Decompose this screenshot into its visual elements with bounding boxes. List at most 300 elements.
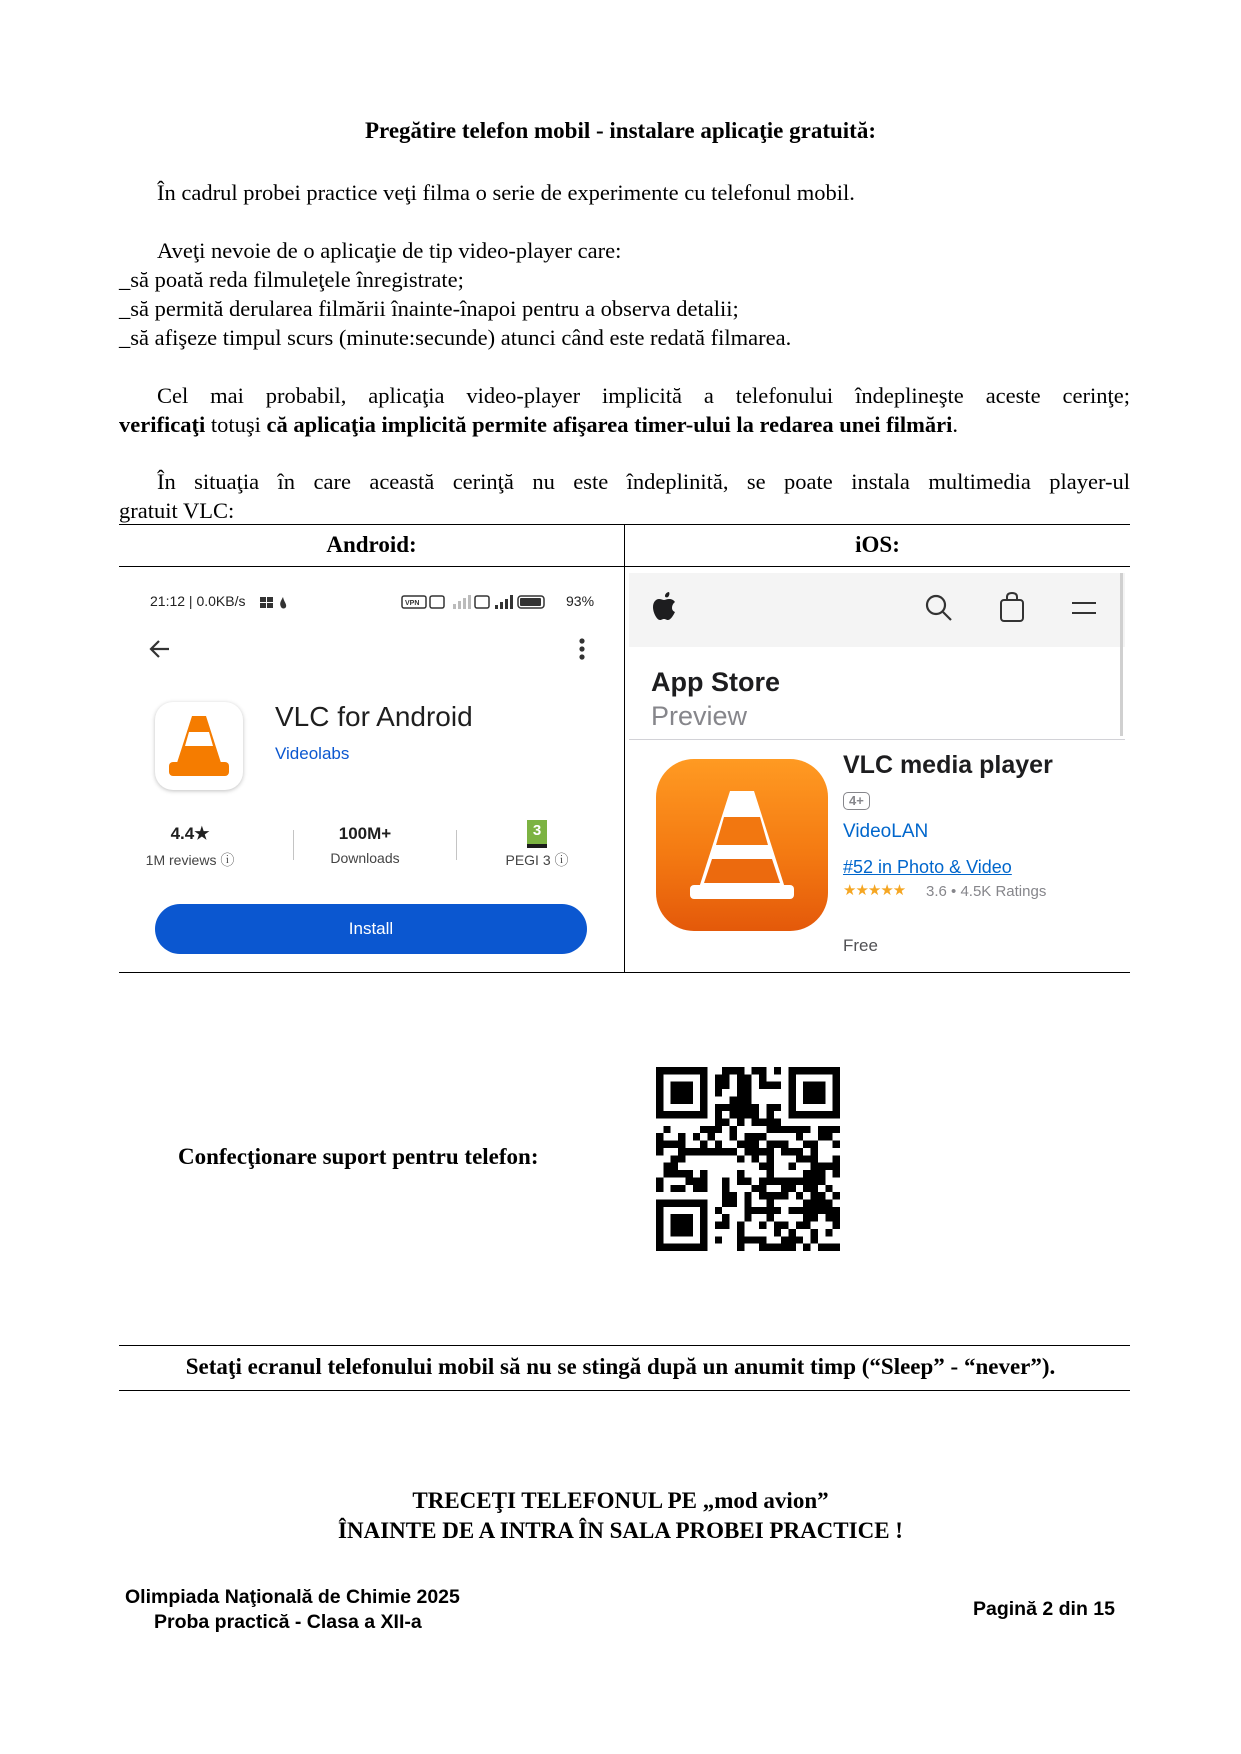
qr-module — [656, 1177, 663, 1184]
qr-module — [818, 1133, 825, 1140]
qr-module — [833, 1126, 840, 1133]
qr-module — [811, 1111, 818, 1118]
qr-module — [818, 1089, 825, 1096]
airplane-notice-line1: TRECEŢI TELEFONUL PE „mod avion” — [412, 1488, 829, 1513]
page-heading: Pregătire telefon mobil - instalare aplicaţie gratuită: — [365, 118, 876, 143]
qr-module — [663, 1199, 670, 1206]
qr-module — [744, 1082, 751, 1089]
qr-module — [825, 1126, 832, 1133]
qr-module — [766, 1163, 773, 1170]
qr-module — [744, 1133, 751, 1140]
qr-module — [796, 1155, 803, 1162]
qr-module — [744, 1207, 751, 1214]
qr-module — [700, 1199, 707, 1206]
qr-module — [788, 1236, 795, 1243]
bag-icon[interactable] — [998, 591, 1026, 628]
qr-module — [678, 1199, 685, 1206]
qr-module — [759, 1148, 766, 1155]
qr-module — [737, 1141, 744, 1148]
qr-module — [656, 1244, 663, 1251]
qr-module — [700, 1104, 707, 1111]
qr-module — [825, 1111, 832, 1118]
qr-module — [803, 1111, 810, 1118]
airplane-notice-line2: ÎNAINTE DE A INTRA ÎN SALA PROBEI PRACTICE ! — [338, 1518, 903, 1543]
qr-module — [700, 1148, 707, 1155]
qr-module — [788, 1089, 795, 1096]
qr-module — [818, 1126, 825, 1133]
qr-module — [766, 1177, 773, 1184]
qr-module — [833, 1111, 840, 1118]
footer-olympiad-title: Olimpiada Naţională de Chimie 2025 — [125, 1586, 460, 1608]
qr-module — [663, 1170, 670, 1177]
qr-module — [833, 1155, 840, 1162]
vlc-paragraph-line2: gratuit VLC: — [119, 498, 235, 523]
rating-value: 4.4★ — [170, 824, 210, 843]
qr-module — [671, 1111, 678, 1118]
store-title: App Store — [651, 667, 781, 697]
qr-module — [825, 1214, 832, 1221]
qr-module — [700, 1067, 707, 1074]
stat-separator — [293, 830, 294, 860]
qr-module — [708, 1148, 715, 1155]
qr-module — [766, 1207, 773, 1214]
qr-module — [656, 1236, 663, 1243]
default-player-paragraph-line1: Cel mai probabil, aplicaţia video-player implicită a telefonului îndeplineşte aceste cerinţe; — [157, 383, 1130, 408]
qr-module — [700, 1096, 707, 1103]
qr-module — [693, 1185, 700, 1192]
qr-module — [818, 1177, 825, 1184]
qr-module — [700, 1229, 707, 1236]
qr-module — [774, 1119, 781, 1126]
qr-module — [730, 1133, 737, 1140]
qr-module — [774, 1222, 781, 1229]
qr-module — [788, 1082, 795, 1089]
qr-module — [803, 1244, 810, 1251]
qr-module — [685, 1214, 692, 1221]
qr-module — [715, 1111, 722, 1118]
qr-module — [744, 1111, 751, 1118]
qr-module — [715, 1222, 722, 1229]
qr-module — [781, 1141, 788, 1148]
qr-module — [811, 1229, 818, 1236]
qr-module — [671, 1089, 678, 1096]
qr-module — [766, 1214, 773, 1221]
qr-module — [722, 1119, 729, 1126]
qr-module — [730, 1126, 737, 1133]
qr-module — [803, 1222, 810, 1229]
qr-module — [833, 1089, 840, 1096]
qr-module — [796, 1207, 803, 1214]
scrollbar[interactable] — [1120, 573, 1123, 736]
stat-separator — [456, 830, 457, 860]
ios-app-name: VLC media player — [843, 751, 1053, 779]
qr-module — [818, 1096, 825, 1103]
qr-module — [730, 1096, 737, 1103]
qr-module — [685, 1177, 692, 1184]
qr-module — [818, 1170, 825, 1177]
qr-module — [788, 1067, 795, 1074]
qr-module — [737, 1074, 744, 1081]
qr-module — [752, 1207, 759, 1214]
downloads-label: Downloads — [330, 850, 400, 866]
qr-module — [715, 1126, 722, 1133]
qr-module — [752, 1141, 759, 1148]
qr-module — [678, 1148, 685, 1155]
qr-module — [700, 1236, 707, 1243]
apple-logo-icon[interactable] — [651, 592, 677, 627]
qr-module — [803, 1177, 810, 1184]
qr-module — [788, 1111, 795, 1118]
qr-module — [833, 1170, 840, 1177]
qr-module — [818, 1067, 825, 1074]
qr-module — [685, 1111, 692, 1118]
default-player-paragraph-line2 — [119, 410, 1130, 439]
qr-module — [833, 1207, 840, 1214]
qr-module — [774, 1067, 781, 1074]
qr-module — [774, 1244, 781, 1251]
qr-module — [752, 1236, 759, 1243]
qr-module — [788, 1074, 795, 1081]
qr-module — [811, 1082, 818, 1089]
qr-module — [715, 1119, 722, 1126]
qr-module — [803, 1207, 810, 1214]
qr-module — [656, 1148, 663, 1155]
qr-module — [788, 1244, 795, 1251]
qr-module — [759, 1067, 766, 1074]
qr-module — [833, 1222, 840, 1229]
qr-module — [774, 1207, 781, 1214]
qr-module — [700, 1214, 707, 1221]
qr-module — [730, 1148, 737, 1155]
qr-module — [774, 1177, 781, 1184]
qr-module — [774, 1082, 781, 1089]
qr-module — [708, 1133, 715, 1140]
qr-module — [722, 1177, 729, 1184]
qr-module — [803, 1082, 810, 1089]
qr-module — [796, 1222, 803, 1229]
qr-module — [744, 1177, 751, 1184]
status-grid-icon — [259, 595, 291, 616]
svg-text:VPN: VPN — [405, 600, 420, 607]
qr-module — [752, 1111, 759, 1118]
qr-module — [759, 1119, 766, 1126]
qr-module — [788, 1104, 795, 1111]
qr-module — [825, 1229, 832, 1236]
qr-module — [693, 1111, 700, 1118]
qr-label: Confecţionare suport pentru telefon: — [178, 1144, 539, 1169]
qr-module — [671, 1141, 678, 1148]
qr-module — [656, 1089, 663, 1096]
qr-module — [685, 1148, 692, 1155]
qr-module — [663, 1163, 670, 1170]
qr-module — [671, 1067, 678, 1074]
qr-module — [833, 1074, 840, 1081]
qr-module — [737, 1089, 744, 1096]
qr-module — [759, 1082, 766, 1089]
qr-module — [663, 1126, 670, 1133]
qr-module — [825, 1133, 832, 1140]
verify-emphasis: verificaţi — [119, 412, 206, 437]
requirements-intro: Aveţi nevoie de o aplicaţie de tip video-player care: — [157, 238, 622, 263]
qr-module — [671, 1199, 678, 1206]
qr-module — [833, 1244, 840, 1251]
sentence-end: . — [952, 412, 959, 437]
qr-module — [685, 1067, 692, 1074]
back-arrow-icon[interactable] — [147, 636, 173, 667]
qr-module — [781, 1185, 788, 1192]
ios-developer-link[interactable]: VideoLAN — [843, 821, 929, 842]
category-rank-link[interactable]: #52 in Photo & Video — [843, 857, 1012, 877]
qr-module — [737, 1119, 744, 1126]
column-header-ios: iOS: — [855, 532, 900, 557]
qr-module — [722, 1082, 729, 1089]
qr-module — [811, 1177, 818, 1184]
qr-module — [678, 1155, 685, 1162]
vlc-app-icon — [155, 702, 243, 790]
qr-module — [678, 1244, 685, 1251]
qr-module — [766, 1126, 773, 1133]
battery-percent: 93% — [566, 593, 595, 609]
qr-module — [693, 1199, 700, 1206]
qr-module — [796, 1111, 803, 1118]
qr-module — [803, 1185, 810, 1192]
qr-module — [737, 1104, 744, 1111]
qr-module — [774, 1192, 781, 1199]
qr-module — [796, 1126, 803, 1133]
qr-module — [722, 1214, 729, 1221]
note-top-rule — [119, 1345, 1130, 1346]
qr-module — [811, 1089, 818, 1096]
qr-module — [788, 1207, 795, 1214]
qr-module — [781, 1177, 788, 1184]
qr-code-image[interactable] — [656, 1067, 840, 1251]
qr-module — [700, 1177, 707, 1184]
table-column-divider — [624, 524, 625, 973]
qr-module — [811, 1199, 818, 1206]
qr-module — [737, 1096, 744, 1103]
qr-module — [803, 1170, 810, 1177]
qr-module — [781, 1192, 788, 1199]
qr-module — [825, 1207, 832, 1214]
android-app-name: VLC for Android — [275, 701, 473, 732]
qr-module — [825, 1185, 832, 1192]
qr-module — [685, 1229, 692, 1236]
qr-module — [693, 1244, 700, 1251]
qr-module — [833, 1096, 840, 1103]
qr-module — [811, 1170, 818, 1177]
qr-module — [788, 1126, 795, 1133]
qr-module — [744, 1141, 751, 1148]
qr-module — [656, 1214, 663, 1221]
age-rating-badge: 4+ — [843, 792, 870, 810]
qr-module — [722, 1074, 729, 1081]
qr-module — [685, 1244, 692, 1251]
qr-module — [663, 1111, 670, 1118]
qr-module — [811, 1067, 818, 1074]
menu-icon[interactable] — [1071, 599, 1097, 622]
qr-module — [744, 1199, 751, 1206]
qr-module — [803, 1067, 810, 1074]
qr-module — [656, 1104, 663, 1111]
qr-module — [781, 1222, 788, 1229]
qr-module — [671, 1163, 678, 1170]
qr-module — [811, 1155, 818, 1162]
qr-module — [744, 1089, 751, 1096]
qr-module — [656, 1199, 663, 1206]
requirement-item: _să permită derularea filmării înainte-înapoi pentru a observa detalii; — [119, 296, 739, 321]
vlc-ios-app-icon — [656, 759, 828, 931]
qr-module — [700, 1207, 707, 1214]
install-button[interactable]: Install — [155, 904, 587, 954]
reviews-count[interactable]: 1M reviews ⓘ — [145, 852, 235, 868]
qr-module — [803, 1214, 810, 1221]
qr-module — [766, 1104, 773, 1111]
qr-module — [737, 1155, 744, 1162]
qr-module — [796, 1192, 803, 1199]
qr-module — [803, 1141, 810, 1148]
qr-module — [715, 1104, 722, 1111]
qr-module — [722, 1199, 729, 1206]
qr-module — [796, 1236, 803, 1243]
qr-module — [685, 1199, 692, 1206]
qr-module — [759, 1074, 766, 1081]
qr-module — [752, 1155, 759, 1162]
qr-module — [722, 1185, 729, 1192]
qr-module — [752, 1133, 759, 1140]
android-developer-link[interactable]: Videolabs — [275, 744, 350, 763]
status-time-speed: 21:12 | 0.0KB/s — [150, 593, 246, 609]
qr-module — [766, 1119, 773, 1126]
qr-module — [737, 1236, 744, 1243]
qr-module — [796, 1067, 803, 1074]
qr-module — [825, 1067, 832, 1074]
qr-module — [744, 1192, 751, 1199]
qr-module — [825, 1163, 832, 1170]
qr-module — [774, 1104, 781, 1111]
qr-module — [766, 1170, 773, 1177]
qr-module — [752, 1104, 759, 1111]
qr-module — [818, 1244, 825, 1251]
qr-module — [766, 1192, 773, 1199]
qr-module — [752, 1185, 759, 1192]
qr-module — [678, 1170, 685, 1177]
intro-paragraph: În cadrul probei practice veţi filma o serie de experimente cu telefonul mobil. — [157, 180, 855, 205]
qr-module — [811, 1192, 818, 1199]
qr-module — [744, 1074, 751, 1081]
qr-module — [656, 1096, 663, 1103]
ios-top-bar — [629, 573, 1125, 647]
qr-module — [788, 1185, 795, 1192]
qr-module — [781, 1244, 788, 1251]
qr-module — [737, 1170, 744, 1177]
qr-module — [678, 1214, 685, 1221]
qr-module — [788, 1096, 795, 1103]
qr-module — [803, 1126, 810, 1133]
qr-module — [700, 1089, 707, 1096]
qr-module — [766, 1082, 773, 1089]
qr-module — [722, 1067, 729, 1074]
qr-module — [715, 1141, 722, 1148]
qr-module — [663, 1067, 670, 1074]
qr-module — [730, 1192, 737, 1199]
pegi-label[interactable]: PEGI 3 ⓘ — [505, 852, 569, 868]
qr-module — [685, 1089, 692, 1096]
qr-module — [818, 1163, 825, 1170]
qr-module — [671, 1229, 678, 1236]
qr-module — [671, 1244, 678, 1251]
qr-module — [766, 1155, 773, 1162]
qr-module — [656, 1074, 663, 1081]
qr-module — [671, 1214, 678, 1221]
qr-module — [678, 1082, 685, 1089]
search-icon[interactable] — [924, 593, 954, 628]
qr-module — [693, 1177, 700, 1184]
qr-module — [803, 1089, 810, 1096]
requirement-item: _să afişeze timpul scurs (minute:secunde) atunci când este redată filmarea. — [119, 325, 792, 350]
qr-module — [737, 1111, 744, 1118]
qr-module — [803, 1199, 810, 1206]
qr-module — [759, 1222, 766, 1229]
qr-module — [678, 1096, 685, 1103]
qr-module — [796, 1148, 803, 1155]
qr-module — [788, 1177, 795, 1184]
rating-stars-icon: ★★★★★ — [843, 882, 906, 899]
qr-module — [671, 1082, 678, 1089]
qr-module — [818, 1199, 825, 1206]
qr-module — [818, 1082, 825, 1089]
qr-module — [730, 1199, 737, 1206]
qr-module — [715, 1148, 722, 1155]
qr-module — [663, 1244, 670, 1251]
qr-module — [737, 1082, 744, 1089]
qr-module — [803, 1155, 810, 1162]
qr-module — [752, 1148, 759, 1155]
qr-module — [766, 1141, 773, 1148]
more-options-icon[interactable] — [577, 636, 587, 667]
header-divider — [629, 739, 1125, 740]
qr-module — [811, 1185, 818, 1192]
qr-module — [700, 1082, 707, 1089]
qr-module — [766, 1244, 773, 1251]
qr-module — [678, 1141, 685, 1148]
qr-module — [685, 1096, 692, 1103]
qr-module — [700, 1170, 707, 1177]
qr-module — [693, 1067, 700, 1074]
qr-module — [656, 1111, 663, 1118]
qr-module — [700, 1185, 707, 1192]
qr-module — [715, 1207, 722, 1214]
ratings-text: 3.6 • 4.5K Ratings — [926, 883, 1047, 900]
qr-module — [656, 1067, 663, 1074]
qr-module — [722, 1222, 729, 1229]
qr-module — [759, 1192, 766, 1199]
vlc-paragraph-line1: În situaţia în care această cerinţă nu este îndeplinită, se poate instala multimedia player-ul — [157, 469, 1130, 494]
qr-module — [759, 1244, 766, 1251]
qr-module — [730, 1067, 737, 1074]
qr-module — [796, 1177, 803, 1184]
qr-module — [781, 1148, 788, 1155]
qr-module — [671, 1222, 678, 1229]
qr-module — [663, 1141, 670, 1148]
qr-module — [700, 1222, 707, 1229]
footer-page-number: Pagină 2 din 15 — [973, 1598, 1115, 1620]
qr-module — [788, 1229, 795, 1236]
qr-module — [737, 1244, 744, 1251]
qr-module — [656, 1207, 663, 1214]
qr-module — [759, 1185, 766, 1192]
qr-module — [774, 1229, 781, 1236]
qr-module — [788, 1163, 795, 1170]
